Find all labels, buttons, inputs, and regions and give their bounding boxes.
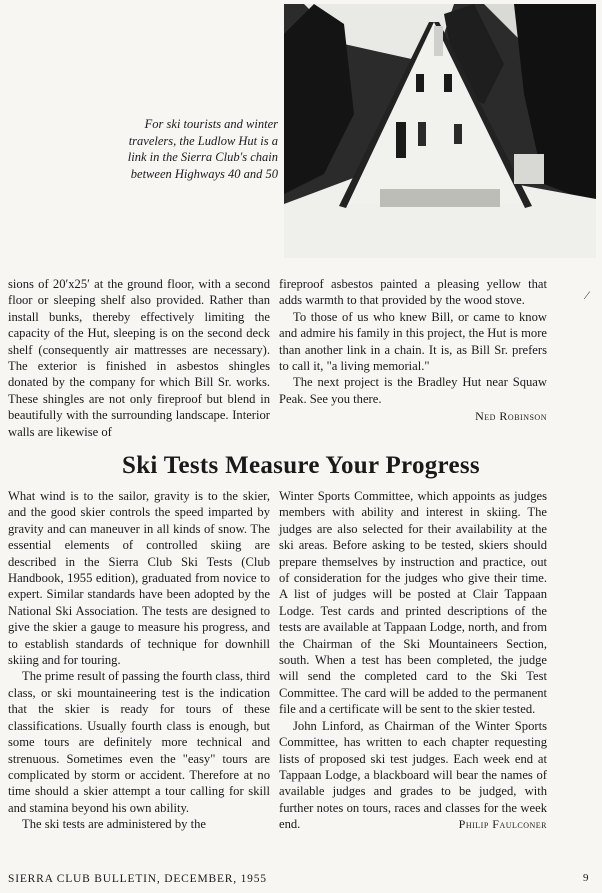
paragraph: The next project is the Bradley Hut near Squaw Peak. See you there. (279, 375, 547, 406)
margin-mark: ⁄ (586, 288, 589, 302)
paragraph (279, 718, 547, 833)
article1-column-1 (8, 276, 270, 440)
author-signature: Philip Faulconer (458, 817, 547, 832)
hut-illustration (284, 4, 596, 258)
paragraph: fireproof asbestos painted a pleasing yellow that adds warmth to that provided by the wood stove. (279, 277, 547, 308)
article2-column-1 (8, 488, 270, 833)
page-mark: 9 (583, 872, 589, 884)
article-headline: Ski Tests Measure Your Progress (122, 452, 480, 479)
article2-column-2 (279, 488, 547, 833)
paragraph: The ski tests are administered by the (22, 817, 206, 832)
ludlow-hut-photo (284, 4, 596, 258)
paragraph-text: John Linford, as Chairman of the Winter Sports Committee, has written to each chapter requesting lists of proposed ski test judges. Each week end at Tappaan Lodge, a blackboard will bear the names of available judges and grades to be judged, with further notes on tours, races and classes for the week end. (279, 718, 547, 832)
author-signature: Ned Robinson (475, 409, 547, 424)
article1-column-2 (279, 276, 547, 425)
photo-caption: For ski tourists and winter travelers, the Ludlow Hut is a link in the Sierra Club's chain between Highways 40 and 50 (127, 117, 278, 181)
paragraph: To those of us who knew Bill, or came to know and admire his family in this project, the Hut is more than another link in a chain. It is, as Bill Sr. prefers to call it, "a living memorial." (279, 309, 547, 374)
paragraph: What wind is to the sailor, gravity is to the skier, and the good skier controls the speed imparted by gravity and can maneuver in all kinds of snow. The essential elements of controlled skiing are described in the Sierra Club Ski Tests (Club Handbook, 1955 edition), graduated from novice to expert. Similar standards have been adopted by the National Ski Association. The tests are designed to give the skier a gauge to measure his progress, and to establish standards of technique for downhill skiing and for touring. (8, 489, 270, 668)
paragraph: The prime result of passing the fourth class, third class, or ski mountaineering test is the indication that the skier is ready for tours of these classifications. Usually fourth class is enough, but some tours are definitely more technical and strenuous. Sometimes even the "easy" tours are complicated by storm or accident. Therefore at no time should a skier attempt a tour calling for skill and stamina beyond his own ability. (8, 669, 270, 815)
paragraph: sions of 20′x25′ at the ground floor, with a second floor or sleeping shelf also provided. Rather than install bunks, thereby effectively limiting the capacity of the Hut, sleeping is on the second deck shelf (consequently air mattresses are necessary). The exterior is finished in asbestos shingles donated by the company for which Bill Sr. works. These shingles are not only fireproof but blend in beautifully with the surrounding landscape. Interior walls are likewise of (8, 277, 270, 439)
page-footer: SIERRA CLUB BULLETIN, DECEMBER, 1955 (8, 873, 267, 885)
paragraph: Winter Sports Committee, which appoints as judges members with ability and interest in skiing. The judges are also selected for their availability at the ski areas. Before asking to be tested, skiers should prepare themselves by instruction and practice, out of consideration for the judges who give their time. A list of judges will be posted at Clair Tappaan Lodge. Test cards and printed descriptions of the tests are available at Tappaan Lodge, north, and from the Chairman of the Ski Mountaineers Section, south. When a test has been completed, the judge will send the completed card to the Ski Test Committee. The card will be added to the permanent file and a certificate will be sent to the skier tested. (279, 489, 547, 717)
